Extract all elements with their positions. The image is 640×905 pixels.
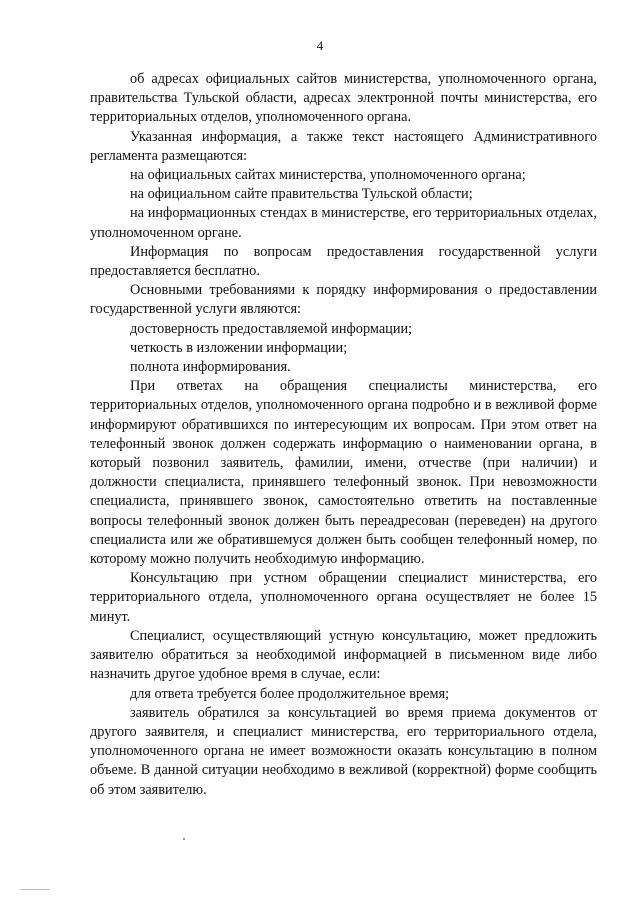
paragraph-requirements: Основными требованиями к порядку информирования о предоставлении государственной услуги являются:	[90, 282, 597, 318]
list-item-completeness: полнота информирования.	[130, 359, 291, 376]
scan-speck	[183, 838, 185, 840]
page-number: 4	[316, 38, 324, 53]
paragraph-written-request: Специалист, осуществляющий устную консультацию, может предложить заявителю обратиться за необходимой информацией в письменном виде либо назначить другое удобное время в случае, если:	[90, 627, 597, 683]
list-item-reliability: достоверность предоставляемой информации;	[130, 320, 413, 337]
list-item-clarity: четкость в изложении информации;	[130, 339, 348, 356]
list-item-info-stands: на информационных стендах в министерстве, его территориальных отделах, уполномоченном органе.	[90, 205, 597, 241]
list-item-government-site: на официальном сайте правительства Тульской области;	[130, 186, 473, 203]
list-item-busy-specialist: заявитель обратился за консультацией во время приема документов от другого заявителя, и специалист министерства, его территориального отдела, уполномоченного органа не имеет возможности оказать консультацию в полном объеме. В данной ситуации необходимо в вежливой (корректной) форме сообщить об этом заявителю.	[90, 704, 597, 798]
list-item-official-sites: на официальных сайтах министерства, уполномоченного органа;	[130, 167, 526, 184]
scan-artifact	[20, 889, 50, 890]
paragraph-contact-addresses: об адресах официальных сайтов министерства, уполномоченного органа, правительства Тульской области, адресах электронной почты министерства, его территориальных отделов, уполномоченного органа.	[90, 71, 597, 126]
list-item-longer-time: для ответа требуется более продолжительное время;	[130, 685, 450, 702]
document-body	[90, 70, 597, 800]
paragraph-info-placement: Указанная информация, а также текст настоящего Административного регламента размещаются:	[90, 128, 597, 164]
paragraph-consultation-time: Консультацию при устном обращении специалист министерства, его территориального отдела, уполномоченного органа осуществляет не более 15 минут.	[90, 570, 597, 625]
paragraph-phone-answers: При ответах на обращения специалисты министерства, его территориальных отделов, уполномоченного органа подробно и в вежливой форме информируют обратившихся по интересующим их вопросам. При этом ответ на телефонный звонок должен содержать информацию о наименовании органа, в который позвонил заявитель, фамилии, имени, отчестве (при наличии) и должности специалиста, принявшего телефонный звонок. При невозможности специалиста, принявшего звонок, самостоятельно ответить на поставленные вопросы телефонный звонок должен быть переадресован (переведен) на другого специалиста или же обратившемуся должен быть сообщен телефонный номер, по которому можно получить необходимую информацию.	[90, 378, 597, 568]
paragraph-free-info: Информация по вопросам предоставления государственной услуги предоставляется бесплатно.	[90, 243, 597, 280]
